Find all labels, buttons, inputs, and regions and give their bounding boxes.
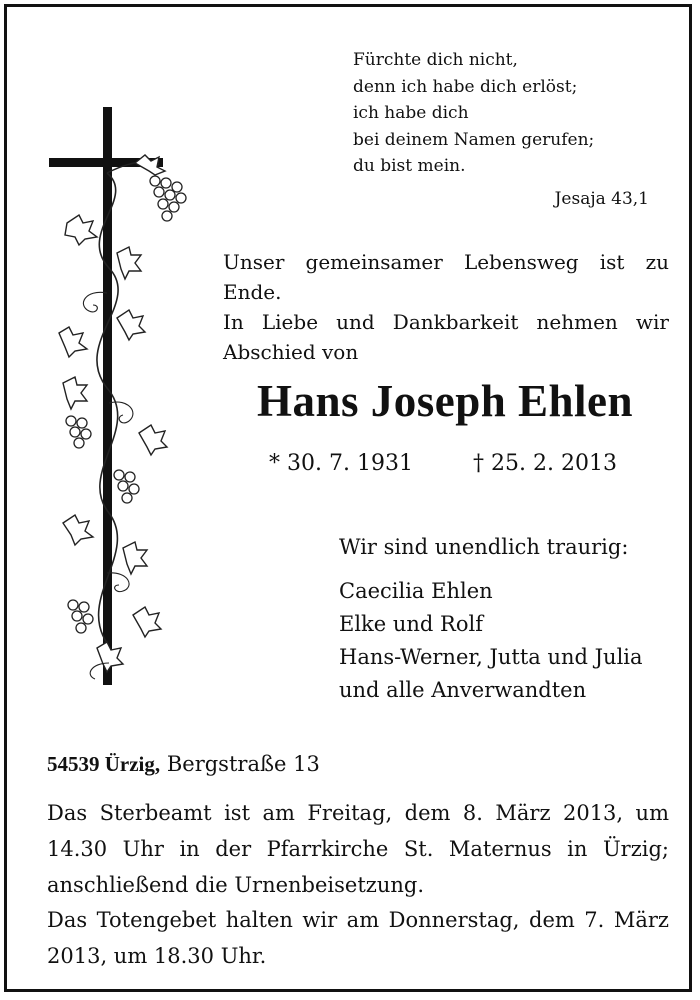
prayer-info: Das Totengebet halten wir am Donnerstag, dem 7. März 2013, um 18.30 Uhr.: [47, 908, 669, 968]
bible-verse: [353, 47, 594, 180]
verse-line: Fürchte dich nicht,: [353, 50, 518, 70]
birth-date: * 30. 7. 1931: [269, 451, 413, 476]
verse-source: Jesaja 43,1: [554, 189, 649, 209]
address-street: Bergstraße 13: [166, 752, 320, 776]
intro-line: In Liebe und Dankbarkeit nehmen wir: [223, 310, 669, 334]
mourners-list: [339, 531, 643, 707]
address-place: 54539 Ürzig,: [47, 752, 161, 776]
intro-line: Abschied von: [223, 340, 359, 364]
verse-line: bei deinem Namen gerufen;: [353, 129, 595, 150]
intro-line: Unser gemeinsamer Lebensweg ist zu Ende.: [223, 250, 669, 304]
address: [47, 752, 320, 777]
mourner-name: und alle Anverwandten: [339, 678, 587, 702]
verse-line: du bist mein.: [353, 156, 466, 176]
cross-with-grapevine-icon: [47, 103, 197, 688]
mourner-name: Caecilia Ehlen: [339, 579, 493, 603]
mourner-name: Hans-Werner, Jutta und Julia: [339, 645, 643, 669]
mourners-lead: Wir sind unendlich traurig:: [339, 535, 629, 559]
verse-line: denn ich habe dich erlöst;: [353, 76, 578, 97]
verse-line: ich habe dich: [353, 103, 469, 123]
deceased-name: Hans Joseph Ehlen: [256, 376, 634, 426]
obituary-frame: [4, 4, 692, 992]
intro-text: [223, 247, 669, 367]
funeral-mass-info: Das Sterbeamt ist am Freitag, dem 8. März 2013, um 14.30 Uhr in der Pfarrkirche St. Maternus in Ürzig; anschließend die Urnenbeisetzung.: [47, 801, 669, 897]
death-date: † 25. 2. 2013: [473, 451, 617, 476]
mourner-name: Elke und Rolf: [339, 612, 483, 636]
